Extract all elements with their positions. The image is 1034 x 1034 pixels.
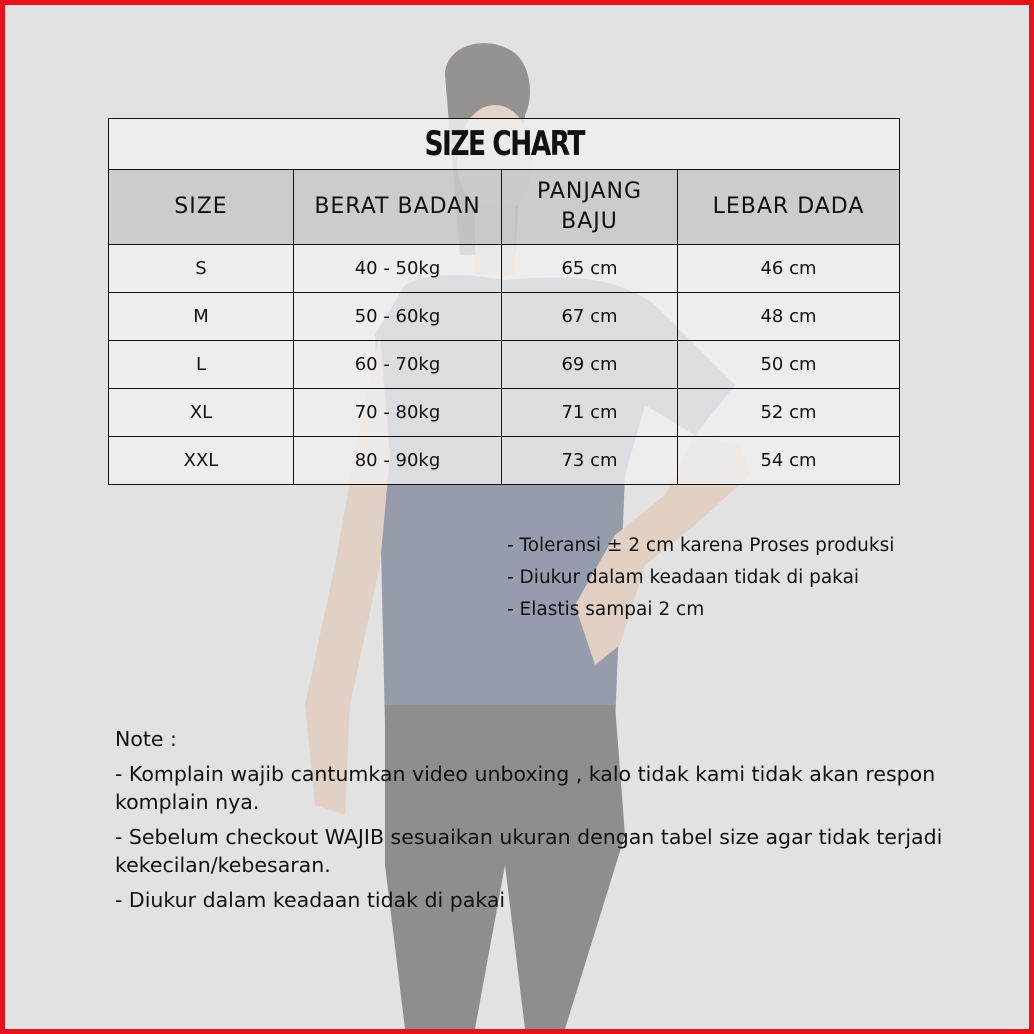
cell-size: XXL xyxy=(109,437,294,485)
cell-berat-badan: 60 - 70kg xyxy=(294,341,502,389)
table-title xyxy=(109,119,900,170)
note-heading: Note : xyxy=(115,727,177,751)
cell-berat-badan: 50 - 60kg xyxy=(294,293,502,341)
column-header-size: SIZE xyxy=(109,170,294,245)
column-header-panjang-baju: PANJANG BAJU xyxy=(502,170,678,245)
table-row xyxy=(109,389,900,437)
cell-berat-badan: 80 - 90kg xyxy=(294,437,502,485)
cell-lebar-dada: 50 cm xyxy=(678,341,900,389)
cell-lebar-dada: 52 cm xyxy=(678,389,900,437)
tolerance-note: - Toleransi ± 2 cm karena Proses produksi xyxy=(507,535,895,556)
cell-lebar-dada: 48 cm xyxy=(678,293,900,341)
table-row xyxy=(109,341,900,389)
cell-berat-badan: 40 - 50kg xyxy=(294,245,502,293)
cell-size: L xyxy=(109,341,294,389)
note-item: - Sebelum checkout WAJIB sesuaikan ukuran dengan tabel size agar tidak terjadi kekecilan/kebesaran. xyxy=(115,825,943,877)
size-chart-table xyxy=(108,118,900,485)
note-section xyxy=(115,725,1025,921)
tolerance-note: - Elastis sampai 2 cm xyxy=(507,599,705,620)
cell-panjang-baju: 71 cm xyxy=(502,389,678,437)
table-header-row xyxy=(109,170,900,245)
table-row xyxy=(109,437,900,485)
cell-panjang-baju: 67 cm xyxy=(502,293,678,341)
table-row xyxy=(109,245,900,293)
column-header-berat-badan: BERAT BADAN xyxy=(294,170,502,245)
note-item: - Diukur dalam keadaan tidak di pakai xyxy=(115,888,506,912)
cell-panjang-baju: 69 cm xyxy=(502,341,678,389)
column-header-lebar-dada: LEBAR DADA xyxy=(678,170,900,245)
table-title-row xyxy=(109,119,900,170)
tolerance-note: - Diukur dalam keadaan tidak di pakai xyxy=(507,567,860,588)
cell-size: M xyxy=(109,293,294,341)
note-item: - Komplain wajib cantumkan video unboxing , kalo tidak kami tidak akan respon komplain nya. xyxy=(115,762,936,814)
cell-panjang-baju: 73 cm xyxy=(502,437,678,485)
cell-lebar-dada: 46 cm xyxy=(678,245,900,293)
cell-size: S xyxy=(109,245,294,293)
cell-panjang-baju: 65 cm xyxy=(502,245,678,293)
table-row xyxy=(109,293,900,341)
cell-berat-badan: 70 - 80kg xyxy=(294,389,502,437)
tolerance-notes xyxy=(507,533,907,629)
table-title-text: SIZE CHART xyxy=(424,124,584,164)
cell-lebar-dada: 54 cm xyxy=(678,437,900,485)
cell-size: XL xyxy=(109,389,294,437)
